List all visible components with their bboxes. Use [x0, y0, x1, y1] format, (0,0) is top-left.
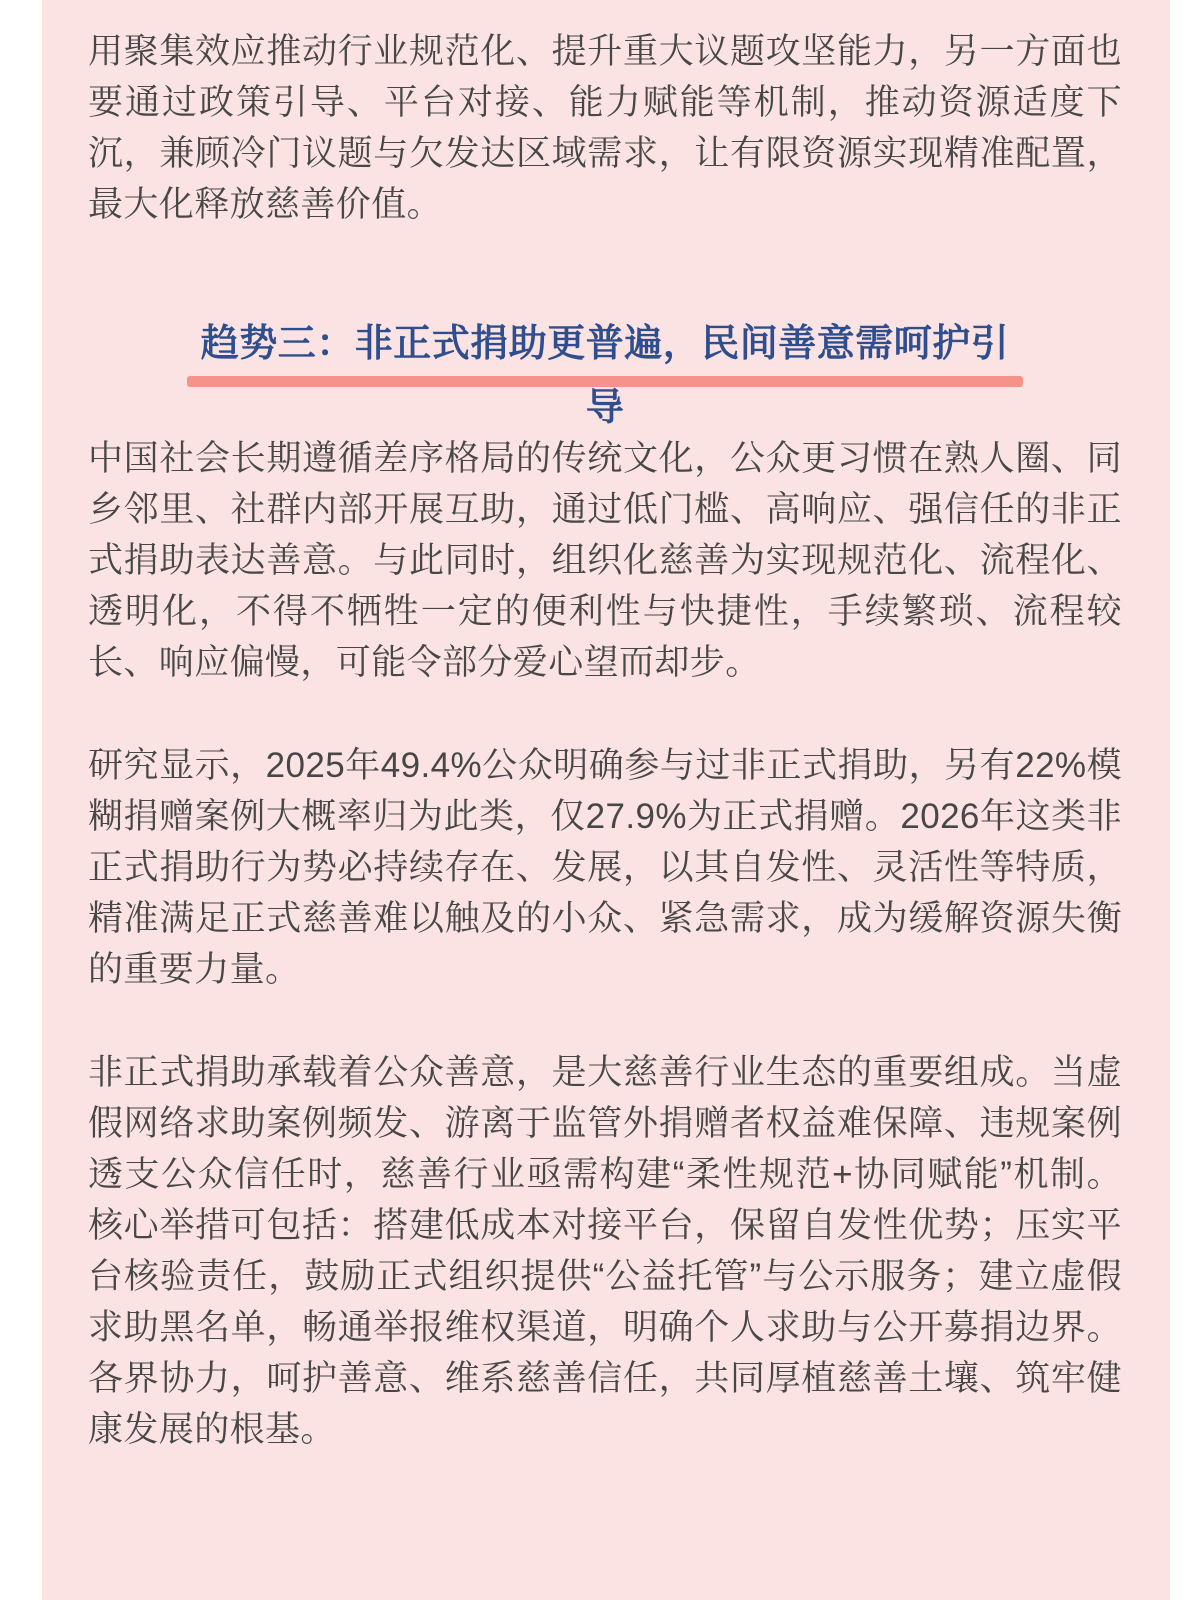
paragraph-informal-giving-culture: 中国社会长期遵循差序格局的传统文化，公众更习惯在熟人圈、同乡邻里、社群内部开展互助，通过低门槛、高响应、强信任的非正式捐助表达善意。与此同时，组织化慈善为实现规范化、流程化、透明化，不得不牺牲一定的便利性与快捷性，手续繁琐、流程较长、响应偏慢，可能令部分爱心望而却步。: [88, 439, 1122, 682]
heading-underline-bar: [187, 376, 1023, 387]
section-heading: [88, 322, 1122, 429]
article-card: [42, 0, 1170, 1600]
paragraph-research-statistics: 研究显示，2025年49.4%公众明确参与过非正式捐助，另有22%模糊捐赠案例大概率归为此类，仅27.9%为正式捐赠。2026年这类非正式捐助行为势必持续存在、发展，以其自发性、灵活性等特质，精准满足正式慈善难以触及的小众、紧急需求，成为缓解资源失衡的重要力量。: [88, 746, 1122, 989]
section-heading-line-2: 导: [585, 387, 625, 429]
paragraph-intro: 用聚集效应推动行业规范化、提升重大议题攻坚能力，另一方面也要通过政策引导、平台对接、能力赋能等机制，推动资源适度下沉，兼顾冷门议题与欠发达区域需求，让有限资源实现精准配置，最大化释放慈善价值。: [88, 32, 1122, 224]
section-heading-line-1: 趋势三：非正式捐助更普遍，民间善意需呵护引: [200, 323, 1010, 365]
article-content: [42, 0, 1170, 1455]
paragraph-governance-measures: 非正式捐助承载着公众善意，是大慈善行业生态的重要组成。当虚假网络求助案例频发、游离于监管外捐赠者权益难保障、违规案例透支公众信任时，慈善行业亟需构建“柔性规范+协同赋能”机制。核心举措可包括：搭建低成本对接平台，保留自发性优势；压实平台核验责任，鼓励正式组织提供“公益托管”与公示服务；建立虚假求助黑名单，畅通举报维权渠道，明确个人求助与公开募捐边界。各界协力，呵护善意、维系慈善信任，共同厚植慈善土壤、筑牢健康发展的根基。: [88, 1053, 1122, 1449]
